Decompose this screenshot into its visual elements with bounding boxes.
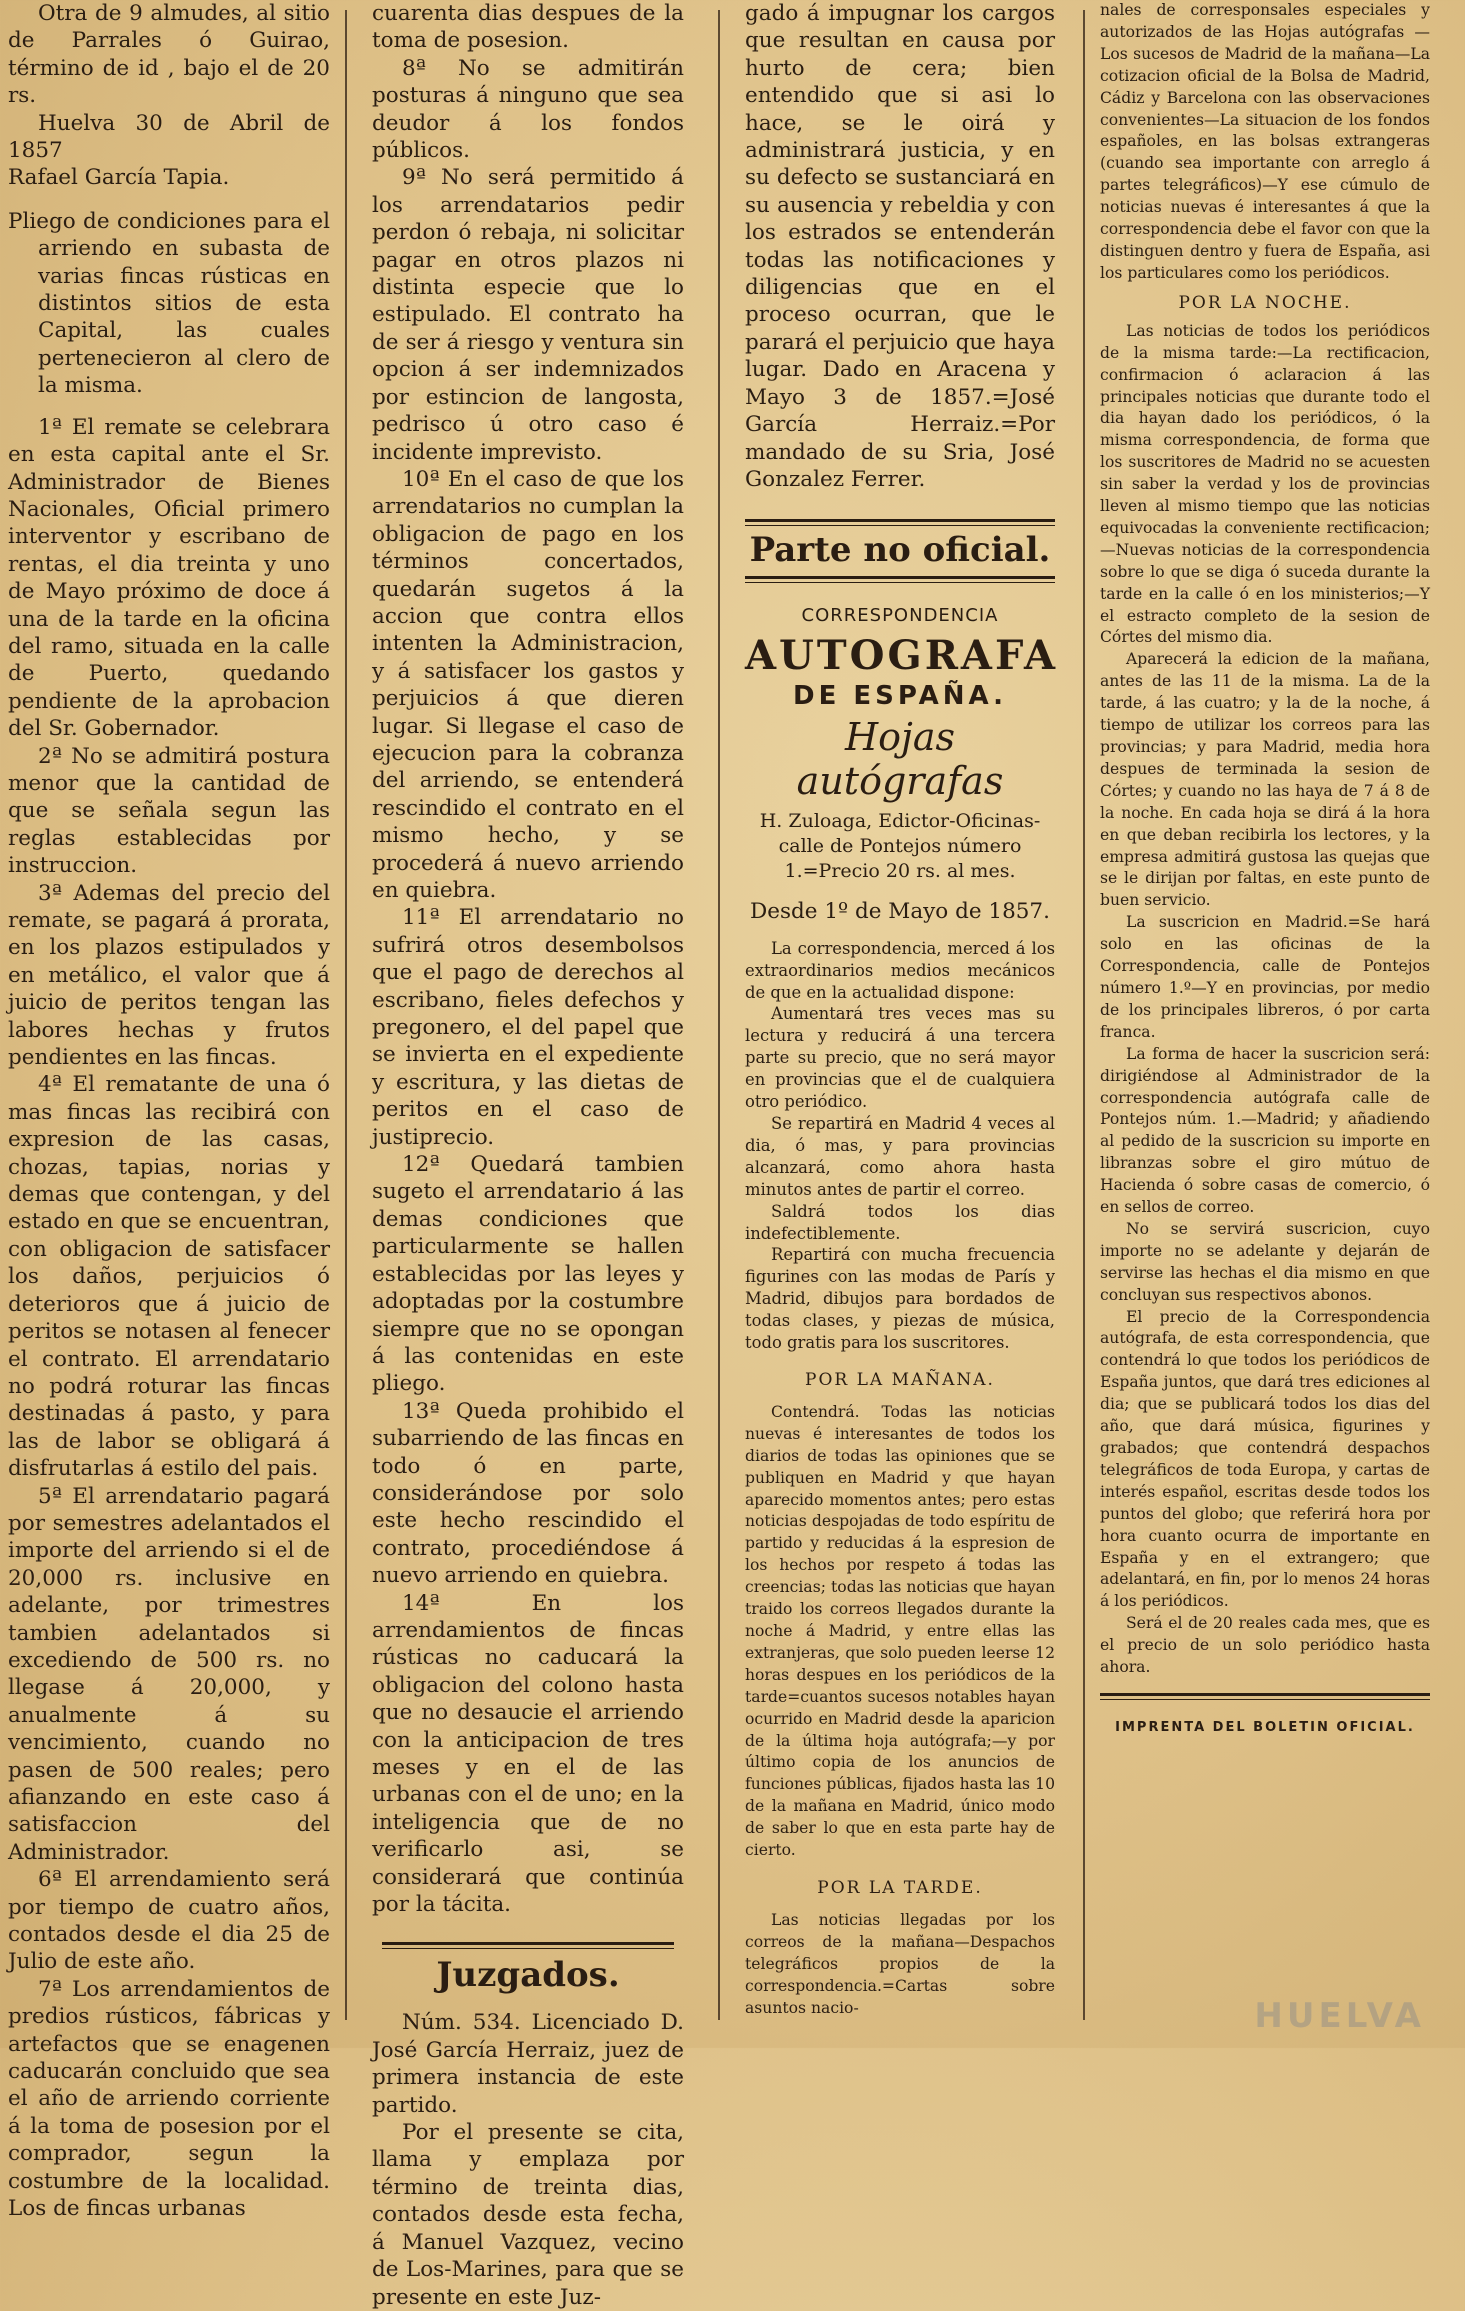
subscription-form-paragraph: La forma de hacer la suscricion será: dirigiéndose al Administrador de la correspondencia autógrafa calle de Pontejos núm. 1.—Madrid; y añadiendo al pedido de la suscricion su importe en libranzas sobre el giro mútuo de Hacienda ó sobre casas de comercio, ó en sellos de correo.: [1100, 1044, 1430, 1217]
condition-8: 8ª No se admitirán posturas á ninguno que sea deudor á los fondos públicos.: [372, 55, 684, 164]
ad-header-de-espana: DE ESPAÑA.: [793, 681, 1007, 712]
ad-header-correspondencia: CORRESPONDENCIA: [801, 605, 999, 627]
section-divider: [745, 576, 1055, 583]
ad-paragraph: Se repartirá en Madrid 4 veces al dia, ó mas, y para provincias alcanzará, como ahora hasta minutos antes de partir el correo.: [745, 1113, 1055, 1199]
date-line: Huelva 30 de Abril de 1857: [8, 110, 330, 164]
intro-paragraph: Otra de 9 almudes, al sitio de Parrales ó Guirao, término de id , bajo el de 20 rs.: [8, 1, 330, 109]
ad-paragraph: La correspondencia, merced á los extraordinarios medios mecánicos de que en la actualidad dispone:: [745, 938, 1055, 1002]
manana-paragraph: Contendrá. Todas las noticias nuevas é interesantes de todos los diarios de todas las opiniones que se publiquen en Madrid y que hayan aparecido momentos antes; pero estas noticias despojadas de todo espíritu de partido y reducidas á la espresion de los hechos por respeto á todas las creencias; todas las noticias que hayan traido los correos llegados durante la noche á Madrid, y entre ellas las extranjeras, que solo pueden leerse 12 horas despues en los periódicos de la tarde=cuantos sucesos notables hayan ocurrido en Madrid desde la aparicion de la última hoja autógrafa;—y por último copia de los anuncios de funciones públicas, fijados hasta las 10 de la mañana en Madrid, único modo de saber lo que en esta parte hay de cierto.: [745, 1402, 1055, 1860]
subscription-paragraph: La suscricion en Madrid.=Se hará solo en las oficinas de la Correspondencia, calle de Pontejos número 1.º—Y en provincias, por medio de los principales libreros, ó por carta franca.: [1100, 913, 1430, 1041]
edition-paragraph: Aparecerá la edicion de la mañana, antes de las 11 de la misma. La de la tarde, á las cuatro; y la de la noche, á tiempo de utilizar los correos para las provincias; y para Madrid, media hora despues de terminada la sesion de Córtes; y cuando no las haya de 7 á 8 de la noche. En cada hoja se dirá á la hora en que deban recibirla los lectores, y la empresa admitirá gustosa las quejas que se le dirijan por faltas, en este punto de buen servicio.: [1100, 650, 1430, 910]
footer-divider: [1100, 1693, 1430, 1700]
price-summary: Será el de 20 reales cada mes, que es el precio de un solo periódico hasta ahora.: [1100, 1614, 1430, 1677]
ad-paragraph: Saldrá todos los dias indefectiblemente.: [745, 1201, 1055, 1243]
tarde-continuation: nales de corresponsales especiales y autorizados de las Hojas autógrafas —Los sucesos de Madrid de la mañana—La cotizacion oficial de la Bolsa de Madrid, Cádiz y Barcelona con las observaciones convenientes—La situacion de los fondos españoles, en las bolsas extrangeras (cuando sea importante con arreglo á partes telegráficos)—Y ese cúmulo de noticias nuevas é interesantes á que la correspondencia debe el favor con que la distinguen dentro y fuera de España, asi los particulares como los periódicos.: [1100, 1, 1430, 282]
condition-4: 4ª El rematante de una ó mas fincas las recibirá con expresion de las casas, chozas, tapias, norias y demas que contengan, y del estado en que se encuentran, con obligacion de satisfacer los daños, perjuicios ó deterioros que á juicio de peritos se notasen al fenecer el contrato. El arrendatario no podrá roturar las fincas destinadas á pasto, y para las de labor se obligará á disfrutarlas á estilo del pais.: [8, 1072, 330, 1482]
condition-7: 7ª Los arrendamientos de predios rústicos, fábricas y artefactos que se enagenen caducarán concluido que sea el año de arriendo corriente á la toma de posesion por el comprador, segun la costumbre de la localidad. Los de fincas urbanas: [8, 1976, 330, 2222]
noche-heading: POR LA NOCHE.: [1178, 292, 1352, 313]
column-rule-2: [718, 10, 720, 2020]
section-divider: [745, 519, 1055, 526]
pliego-heading: Pliego de condiciones para el arriendo en subasta de varias fincas rústicas en distintos sitios de esta Capital, las cuales pertenecieron al clero de la misma.: [8, 208, 330, 399]
section-divider: [382, 1942, 674, 1949]
notice-continuation: gado á impugnar los cargos que resultan en causa por hurto de cera; bien entendido que si asi lo hace, se le oirá y administrará justicia, y en su defecto se sustanciará en su ausencia y rebeldia y con los estrados se entenderán todas las notificaciones y diligencias que en el proceso ocurran, que le parará el perjuicio que haya lugar. Dado en Aracena y Mayo 3 de 1857.=José García Herraiz.=Por mandado de su Sria, José Gonzalez Ferrer.: [745, 1, 1055, 492]
condition-12: 12ª Quedará tambien sugeto el arrendatario á las demas condiciones que particularmente se hallen establecidas por las leyes y adoptadas por la costumbre siempre que no se opongan á las contenidas en este pliego.: [372, 1152, 684, 1397]
condition-1: 1ª El remate se celebrara en esta capital ante el Sr. Administrador de Bienes Nacionales, Oficial primero interventor y escribano de rentas, el dia treinta y uno de Mayo próximo de doce á una de la tarde en la oficina del ramo, situada en la calle de Puerto, quedando pendiente de la aprobacion del Sr. Gobernador.: [8, 414, 330, 742]
condition-3: 3ª Ademas del precio del remate, se pagará á prorata, en los plazos estipulados y en metálico, el valor que á juicio de peritos tengan las labores hechas y frutos pendientes en las fincas.: [8, 880, 330, 1071]
column-rule-3: [1083, 10, 1085, 2020]
continuation-paragraph: cuarenta dias despues de la toma de posesion.: [372, 1, 684, 54]
manana-heading: POR LA MAÑANA.: [805, 1369, 995, 1390]
column-2: [372, 0, 684, 2310]
condition-6: 6ª El arrendamiento será por tiempo de cuatro años, contados desde el dia 25 de Julio de este año.: [8, 1867, 330, 1975]
ad-paragraph: Aumentará tres veces mas su lectura y reducirá á una tercera parte su precio, que no será mayor en provincias que el de cualquiera otro periódico.: [745, 1004, 1055, 1112]
parte-no-oficial-title: Parte no oficial.: [749, 530, 1051, 571]
price-paragraph: El precio de la Correspondencia autógrafa, de esta correspondencia, que contendrá lo que todos los periódicos de España juntos, que dará tres ediciones al dia; que se publicará todos los dias del año, que dará música, figurines y grabados; que contendrá despachos telegráficos de toda Europa, y cartas de interés español, escritas desde todos los puntos del globo; que referirá hora por hora cuanto ocurra de importante en España y en el extrangero; que adelantará, en fin, por lo menos 24 horas á los periódicos.: [1100, 1307, 1430, 1611]
ad-header-autografa: AUTOGRAFA: [745, 632, 1059, 680]
ad-header-hojas: Hojas autógrafas: [796, 715, 1004, 804]
tarde-heading: POR LA TARDE.: [817, 1877, 983, 1898]
tarde-paragraph: Las noticias llegadas por los correos de la mañana—Despachos telegráficos propios de la correspondencia.=Cartas sobre asuntos nacio-: [745, 1910, 1055, 2017]
column-rule-1: [345, 10, 347, 2020]
column-4: [1100, 0, 1430, 2048]
juzgado-notice: Por el presente se cita, llama y emplaza por término de treinta dias, contados desde esta fecha, á Manuel Vazquez, vecino de Los-Marines, para que se presente en este Juz-: [372, 2120, 684, 2310]
condition-9: 9ª No será permitido á los arrendatarios pedir perdon ó rebaja, ni solicitar pagar en otros plazos ni distinta especie que lo estipulado. El contrato ha de ser á riesgo y ventura sin opcion á ser indemnizados por estincion de langosta, pedrisco ú otro caso é incidente imprevisto.: [372, 165, 684, 465]
subscription-rule-paragraph: No se servirá suscricion, cuyo importe no se adelante y dejarán de servirse las hechas el dia mismo en que concluyan sus respectivos abonos.: [1100, 1219, 1430, 1304]
ad-paragraph: Repartirá con mucha frecuencia figurines con las modas de París y Madrid, dibujos para bordados de todas clases, y piezas de música, todo gratis para los suscritores.: [745, 1245, 1055, 1353]
signature-line: Rafael García Tapia.: [8, 165, 230, 191]
library-watermark: HUELVA: [1254, 1996, 1425, 2036]
juzgados-title: Juzgados.: [436, 1955, 620, 1996]
column-1: [8, 0, 330, 2222]
condition-10: 10ª En el caso de que los arrendatarios no cumplan la obligacion de pago en los términos concertados, quedarán sugetos á la accion que contra ellos intenten la Administracion, y á satisfacer los gastos y perjuicios á que dieren lugar. Si llegase el caso de ejecucion para la cobranza del arriendo, se entenderá rescindido el contrato en el mismo hecho, y se procederá á nuevo arriendo en quiebra.: [372, 466, 684, 903]
ad-start-date: Desde 1º de Mayo de 1857.: [750, 899, 1050, 925]
noche-paragraph: Las noticias de todos los periódicos de la misma tarde:—La rectificacion, confirmacion ó aclaracion á las principales noticias que durante todo el dia hayan dado los periódicos, ó la misma correspondencia, de forma que los suscritores de Madrid no se acuesten sin saber la verdad y los de provincias lleven al mismo tiempo que las noticias equivocadas la conveniente rectificacion;—Nuevas noticias de la correspondencia sobre lo que se diga ó suceda durante la tarde en la calle ó en los ministerios;—Y el estracto completo de la sesion de Córtes del mismo dia.: [1100, 321, 1430, 647]
printer-footer: IMPRENTA DEL BOLETIN OFICIAL.: [1115, 1719, 1415, 1735]
condition-11: 11ª El arrendatario no sufrirá otros desembolsos que el pago de derechos al escribano, fieles defechos y pregonero, el del papel que se invierta en el expediente y escritura, y las dietas de peritos en el caso de justiprecio.: [372, 905, 684, 1150]
condition-13: 13ª Queda prohibido el subarriendo de las fincas en todo ó en parte, considerándose por solo este hecho rescindido el contrato, procediéndose á nuevo arriendo en quiebra.: [372, 1398, 684, 1589]
juzgado-heading: Núm. 534. Licenciado D. José García Herraiz, juez de primera instancia de este partido.: [372, 2010, 684, 2118]
column-3: [745, 0, 1059, 2048]
condition-2: 2ª No se admitirá postura menor que la cantidad de que se señala segun las reglas establecidas por instruccion.: [8, 743, 330, 879]
condition-14: 14ª En los arrendamientos de fincas rústicas no caducará la obligacion del colono hasta que no desaucie el arriendo con la anticipacion de tres meses y en el de las urbanas con el de uno; en la inteligencia que de no verificarlo asi, se considerará que continúa por la tácita.: [372, 1590, 684, 1918]
condition-5: 5ª El arrendatario pagará por semestres adelantados el importe del arriendo si el de 20,000 rs. inclusive en adelante, por trimestres tambien adelantados si excediendo de 500 rs. no llegase á 20,000, y anualmente á su vencimiento, cuando no pasen de 500 reales; pero afianzando en este caso á satisfaccion del Administrador.: [8, 1483, 330, 1865]
ad-editor-line: H. Zuloaga, Edictor-Oficinas-calle de Pontejos número 1.=Precio 20 rs. al mes.: [759, 810, 1041, 883]
